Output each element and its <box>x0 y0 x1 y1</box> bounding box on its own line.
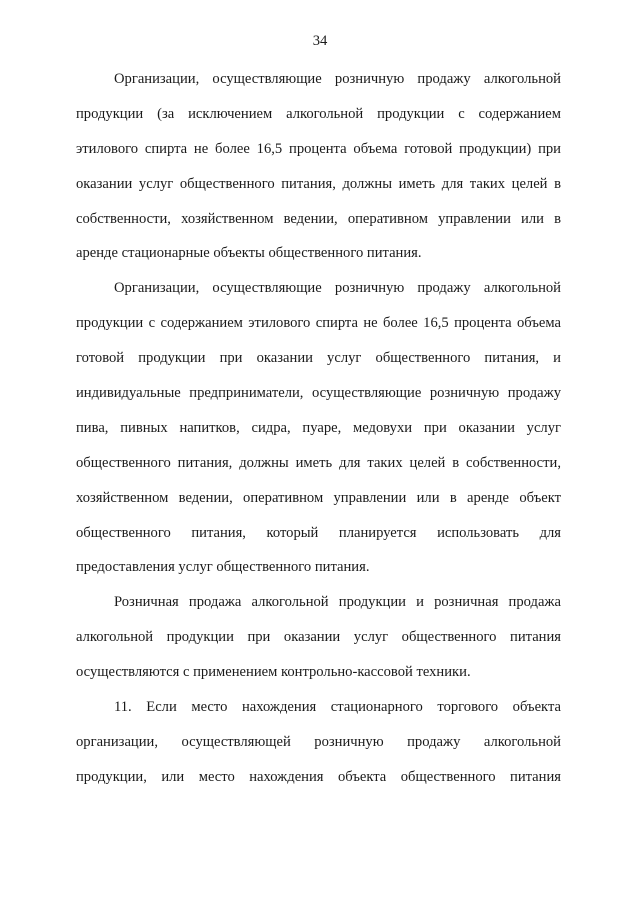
text-line: общественного питания, должны иметь для таких целей в собственности, <box>76 454 561 471</box>
text-line: готовой продукции при оказании услуг общественного питания, и <box>76 350 561 367</box>
text-line: этилового спирта не более 16,5 процента объема готовой продукции) при <box>76 140 561 157</box>
text-line: предоставления услуг общественного питания. <box>76 559 370 576</box>
paragraph-4 <box>76 697 561 802</box>
text-line: продукции с содержанием этилового спирта не более 16,5 процента объема <box>76 315 561 332</box>
text-line: общественного питания, который планируется использовать для <box>76 524 561 541</box>
document-body <box>76 69 561 802</box>
text-line: алкогольной продукции при оказании услуг общественного питания <box>76 629 561 646</box>
text-line: оказании услуг общественного питания, должны иметь для таких целей в <box>76 175 561 192</box>
text-line: собственности, хозяйственном ведении, оперативном управлении или в <box>76 210 561 227</box>
text-line: индивидуальные предприниматели, осуществляющие розничную продажу <box>76 385 561 402</box>
text-line: организации, осуществляющей розничную продажу алкогольной <box>76 733 561 750</box>
paragraph-2 <box>76 278 561 592</box>
text-line: продукции (за исключением алкогольной продукции с содержанием <box>76 105 561 122</box>
paragraph-3 <box>76 592 561 697</box>
text-line: продукции, или место нахождения объекта общественного питания <box>76 768 561 785</box>
text-line: Розничная продажа алкогольной продукции и розничная продажа <box>114 594 561 611</box>
text-line: Организации, осуществляющие розничную продажу алкогольной <box>114 280 561 297</box>
page-number: 34 <box>312 33 328 49</box>
text-line: осуществляются с применением контрольно-кассовой техники. <box>76 664 471 681</box>
text-line: пива, пивных напитков, сидра, пуаре, медовухи при оказании услуг <box>76 419 561 436</box>
paragraph-1 <box>76 69 561 278</box>
text-line: хозяйственном ведении, оперативном управлении или в аренде объект <box>76 489 561 506</box>
text-line: 11. Если место нахождения стационарного торгового объекта <box>114 699 561 716</box>
text-line: Организации, осуществляющие розничную продажу алкогольной <box>114 71 561 87</box>
text-line: аренде стационарные объекты общественного питания. <box>76 245 422 262</box>
